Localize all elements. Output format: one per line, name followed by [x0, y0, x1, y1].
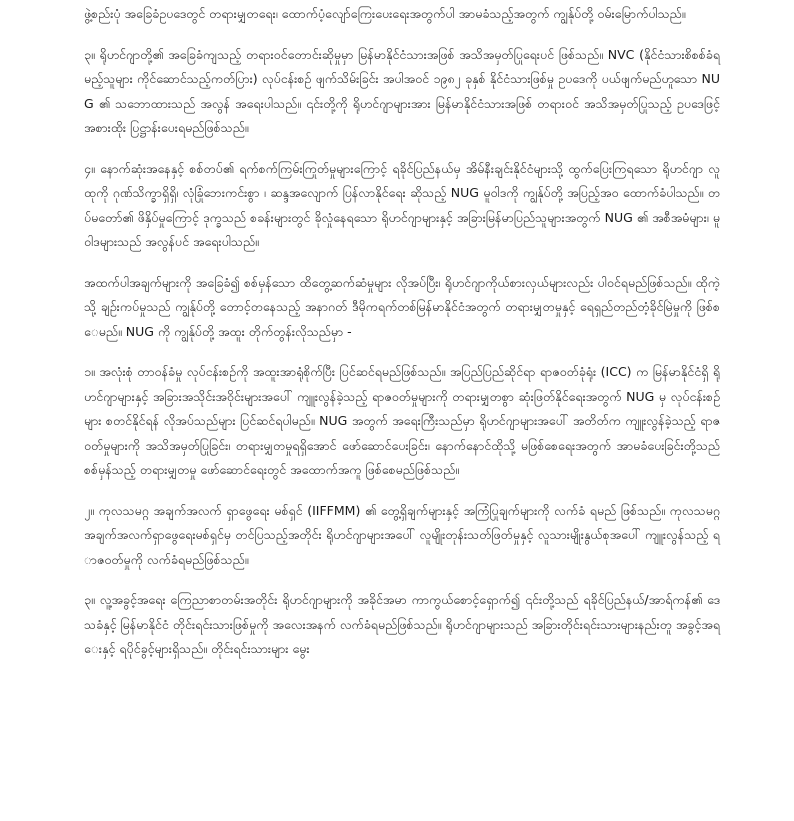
paragraph-engagement-call: အထက်ပါအချက်များကို အခြေခံ၍ စစ်မှန်သော ထိတွေ့ဆက်ဆံမှုများ လိုအပ်ပြီး၊ ရိုဟင်ဂျာကိုယ်စားလှယ်များလည်း ပါဝင်ရမည်ဖြစ်သည်။ ထိုကဲ့သို့ ချဉ်းကပ်မှုသည် ကျွန်ုပ်တို့ တောင့်တနေသည့် အနာဂတ် ဒီမိုကရက်တစ်မြန်မာနိုင်ငံအတွက် တရားမျှတမှုနှင့် ရေရှည်တည်တံ့ခိုင်မြဲမှုကို ဖြစ်စေမည်။ NUG ကို ကျွန်ုပ်တို့ အထူး တိုက်တွန်းလိုသည်မှာ - [84, 274, 720, 339]
paragraph-point-4-repatriation: ၄။ နောက်ဆုံးအနေနှင့် စစ်တပ်၏ ရက်စက်ကြမ်းကြုတ်မှုများကြောင့် ရခိုင်ပြည်နယ်မှ အိမ်နီးချင်းနိုင်ငံများသို့ ထွက်ပြေးကြရသော ရိုဟင်ဂျာ လူထုကို ဂုဏ်သိက္ခာရှိရှိ၊ လုံခြုံဘေးကင်းစွာ ၊ ဆန္ဒအလျောက် ပြန်လာနိုင်ရေး ဆိုသည့် NUG မူဝါဒကို ကျွန်ုပ်တို့ အပြည့်အဝ ထောက်ခံပါသည်။ တပ်မတော်၏ ဖိနှိပ်မှုကြောင့် ဒုက္ခသည် စခန်းများတွင် ခိုလှုံနေရသော ရိုဟင်ဂျာများနှင့် အခြားမြန်မာပြည်သူများအတွက် NUG ၏ အစီအမံများ၊ မူဝါဒများသည် အလွန်ပင် အရေးပါသည်။ [84, 160, 720, 249]
paragraph-intro-continuation: ဖွဲ့စည်းပုံ အခြေခံဥပဒေတွင် တရားမျှတရေး၊ ထောက်ပံ့လျော်ကြေးပေးရေးအတွက်ပါ အာမခံသည့်အတွက် ကျွန်ုပ်တို့ ဝမ်းမြောက်ပါသည်။ [84, 6, 686, 21]
paragraph-point-3-citizenship: ၃။ ရိုဟင်ဂျာတို့၏ အခြေခံကျသည့် တရားဝင်တောင်းဆိုမှုမှာ မြန်မာနိုင်ငံသားအဖြစ် အသိအမှတ်ပြုရေးပင် ဖြစ်သည်။ NVC (နိုင်ငံသားစိစစ်ခံရမည့်သူများ ကိုင်ဆောင်သည့်ကတ်ပြား) လုပ်ငန်းစဉ် ဖျက်သိမ်းခြင်း အပါအဝင် ၁၉၈၂ ခုနှစ် နိုင်ငံသားဖြစ်မှု ဥပဒေကို ပယ်ဖျက်မည်ဟူသော NUG ၏ သဘောထားသည် အလွန် အရေးပါသည်။ ၎င်းတို့ကို ရိုဟင်ဂျာများအား မြန်မာနိုင်ငံသားအဖြစ် တရားဝင် အသိအမှတ်ပြုသည့် ဥပဒေဖြင့် အစားထိုး ပြဋ္ဌာန်းပေးရမည်ဖြစ်သည်။ [84, 46, 720, 135]
paragraph-demand-1-accountability: ၁။ အလုံးစုံ တာဝန်ခံမှု လုပ်ငန်းစဉ်ကို အထူးအာရုံစိုက်ပြီး ပြင်ဆင်ရမည်ဖြစ်သည်။ အပြည်ပြည်ဆိုင်ရာ ရာဇဝတ်ခုံရုံး (ICC) က မြန်မာနိုင်ငံရှိ ရိုဟင်ဂျာများနှင့် အခြားအသိုင်းအဝိုင်းများအပေါ် ကျူးလွန်ခဲ့သည့် ရာဇဝတ်မှုများကို တရားမျှတစွာ ဆုံးဖြတ်နိုင်ရေးအတွက် NUG မှ လုပ်ငန်းစဉ်များ စတင်နိုင်ရန် လိုအပ်သည်များ ပြင်ဆင်ရပါမည်။ NUG အတွက် အရေးကြီးသည်မှာ ရိုဟင်ဂျာများအပေါ် အတိတ်က ကျူးလွန်ခဲ့သည့် ရာဇဝတ်မှုများကို အသိအမှတ်ပြုခြင်း၊ တရားမျှတမှုရရှိအောင် ဖော်ဆောင်ပေးခြင်း၊ နောက်နောင်ထိုသို့ မဖြစ်စေရေးအတွက် အာမခံပေးခြင်းတို့သည် စစ်မှန်သည့် တရားမျှတမှု ဖော်ဆောင်ရေးတွင် အထောက်အကူ ဖြစ်စေမည်ဖြစ်သည်။ [84, 364, 720, 477]
paragraph-demand-3-human-rights: ၃။ လူ့အခွင့်အရေး ကြေညာစာတမ်းအတိုင်း ရိုဟင်ဂျာများကို အခိုင်အမာ ကာကွယ်စောင့်ရှောက်၍ ၎င်းတို့သည် ရခိုင်ပြည်နယ်/အာရ်ကန်၏ ဒေသခံနှင့် မြန်မာနိုင်ငံ တိုင်းရင်းသားဖြစ်မှုကို အလေးအနက် လက်ခံရမည်ဖြစ်သည်။ ရိုဟင်ဂျာများသည် အခြားတိုင်းရင်းသားများနည်းတူ အခွင့်အရေးနှင့် ရပိုင်ခွင့်များရှိသည်။ တိုင်းရင်းသားများ မွေး [84, 592, 720, 656]
paragraph-demand-2-fact-finding: ၂။ ကုလသမဂ္ဂ အချက်အလက် ရှာဖွေရေး မစ်ရှင် (IIFFMM) ၏ တွေ့ရှိချက်များနှင့် အကြံပြုချက်များကို လက်ခံ ရမည် ဖြစ်သည်။ ကုလသမဂ္ဂအချက်အလက်ရှာဖွေရေးမစ်ရှင်မှ တင်ပြသည့်အတိုင်း ရိုဟင်ဂျာများအပေါ် လူမျိုးတုန်းသတ်ဖြတ်မှုနှင့် လူသားမျိုးနွယ်စုအပေါ် ကျူးလွန်သည့် ရာဇဝတ်မှုကို လက်ခံရမည်ဖြစ်သည်။ [84, 502, 720, 567]
